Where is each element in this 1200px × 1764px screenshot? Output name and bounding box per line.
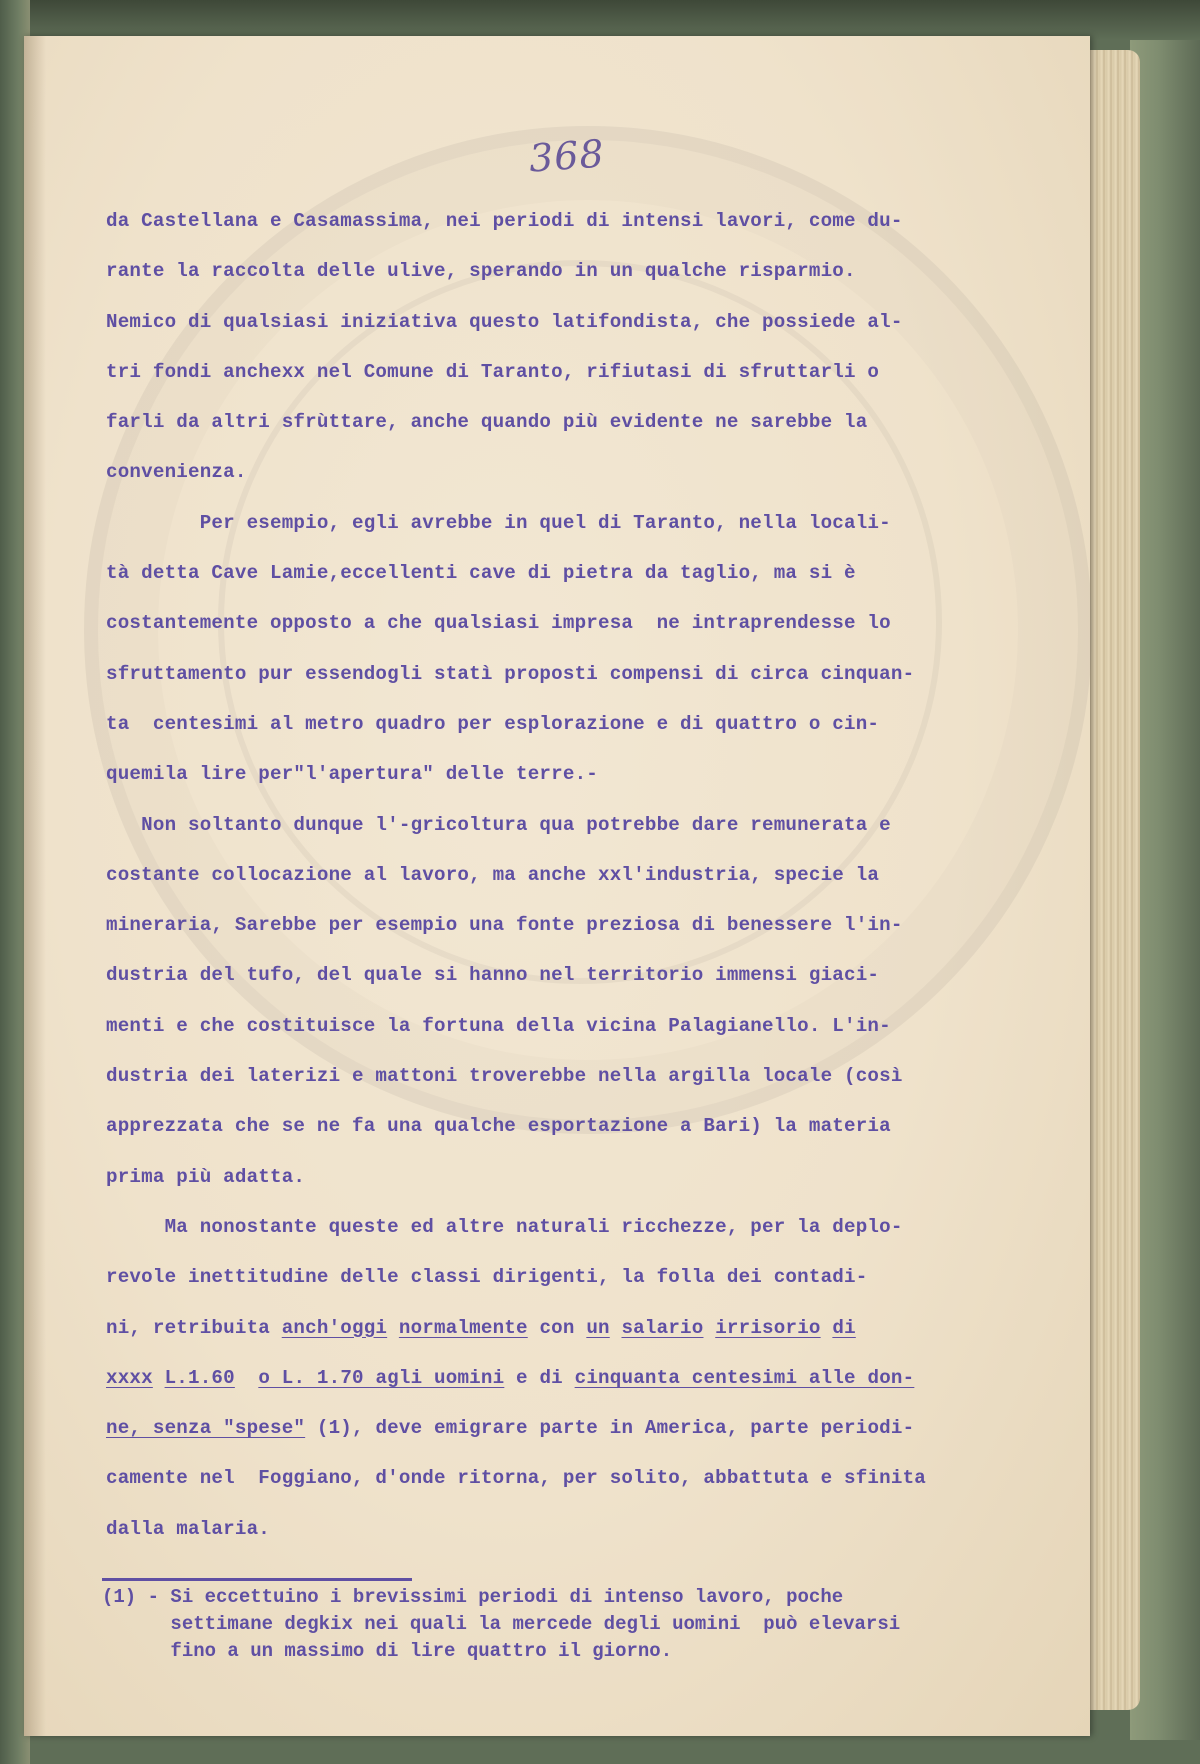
underlined-text: xxxx <box>106 1366 153 1389</box>
text-segment: farli da altri sfrùttare, anche quando più evidente ne sarebbe la <box>106 411 868 434</box>
text-line <box>106 246 1066 296</box>
text-segment: Per esempio, egli avrebbe in quel di Taranto, nella locali- <box>106 511 891 534</box>
text-line <box>106 196 1066 246</box>
handwritten-folio-number: 368 <box>527 131 606 181</box>
footnote-line: fino a un massimo di lire quattro il giorno. <box>102 1640 673 1662</box>
text-segment: costantemente opposto a che qualsiasi impresa ne intraprendesse lo <box>106 612 891 635</box>
underlined-text: cinquanta centesimi alle don- <box>574 1366 915 1389</box>
text-line <box>106 548 1066 598</box>
text-segment: dalla malaria. <box>106 1517 271 1540</box>
book-cover-top <box>0 0 1200 40</box>
text-segment: tri fondi anchexx nel Comune di Taranto, rifiutasi di sfruttarli o <box>106 360 880 383</box>
text-segment: menti e che costituisce la fortuna della vicina Palagianello. L'in- <box>106 1014 891 1037</box>
footnote-line: settimane degkix nei quali la mercede degli uomini può elevarsi <box>102 1613 901 1635</box>
text-line <box>106 1353 1066 1403</box>
text-segment: apprezzata che se ne fa una qualche esportazione a Bari) la materia <box>106 1115 891 1138</box>
text-segment: mineraria, Sarebbe per esempio una fonte preziosa di benessere l'in- <box>106 914 903 937</box>
text-line <box>106 950 1066 1000</box>
text-line <box>106 649 1066 699</box>
text-line <box>106 1001 1066 1051</box>
text-line <box>106 347 1066 397</box>
underlined-text: o L. 1.70 agli uomini <box>258 1366 505 1389</box>
text-segment: costante collocazione al lavoro, ma anche xxl'industria, specie la <box>106 863 880 886</box>
text-segment <box>153 1367 165 1389</box>
underlined-text: un <box>586 1316 610 1339</box>
text-line <box>106 850 1066 900</box>
text-line <box>106 1504 1066 1554</box>
text-line <box>106 498 1066 548</box>
underlined-text: di <box>832 1316 856 1339</box>
text-segment: Ma nonostante queste ed altre naturali ricchezze, per la deplo- <box>106 1215 903 1238</box>
text-line <box>106 297 1066 347</box>
text-segment: prima più adatta. <box>106 1165 306 1188</box>
text-segment: camente nel Foggiano, d'onde ritorna, per solito, abbattuta e sfinita <box>106 1467 927 1490</box>
underlined-text: ne, senza "spese" <box>106 1417 306 1440</box>
text-segment: dustria dei laterizi e mattoni troverebbe nella argilla locale (così <box>106 1065 903 1088</box>
text-line <box>106 1303 1066 1353</box>
text-segment: quemila lire per"l'apertura" delle terre.- <box>106 763 599 786</box>
text-segment: sfruttamento pur essendogli statì proposti compensi di circa cinquan- <box>106 662 915 685</box>
text-line <box>106 800 1066 850</box>
text-segment <box>235 1367 258 1389</box>
text-segment <box>610 1317 622 1339</box>
text-segment: e di <box>504 1366 575 1389</box>
underlined-text: L.1.60 <box>164 1366 235 1389</box>
text-segment: convenienza. <box>106 461 247 484</box>
underlined-text: normalmente <box>398 1316 528 1339</box>
text-line <box>106 749 1066 799</box>
footnote <box>102 1584 1062 1665</box>
text-line <box>106 397 1066 447</box>
text-line <box>106 1403 1066 1453</box>
text-segment: rante la raccolta delle ulive, sperando in un qualche risparmio. <box>106 260 856 283</box>
text-segment: Nemico di qualsiasi iniziativa questo latifondista, che possiede al- <box>106 310 903 333</box>
underlined-text: salario <box>621 1316 704 1339</box>
text-segment <box>387 1317 399 1339</box>
text-line <box>106 1453 1066 1503</box>
text-segment <box>821 1317 833 1339</box>
text-line <box>106 598 1066 648</box>
text-line <box>106 1101 1066 1151</box>
text-line <box>106 1202 1066 1252</box>
text-segment: ni, retribuita <box>106 1316 282 1339</box>
text-segment: Non soltanto dunque l'-gricoltura qua potrebbe dare remunerata e <box>106 813 891 836</box>
text-segment: revole inettitudine delle classi dirigenti, la folla dei contadi- <box>106 1266 868 1289</box>
body-text <box>106 196 1066 1554</box>
text-segment: tà detta Cave Lamie,eccellenti cave di pietra da taglio, ma si è <box>106 562 856 585</box>
text-segment <box>703 1317 715 1339</box>
text-segment: da Castellana e Casamassima, nei periodi di intensi lavori, come du- <box>106 210 903 232</box>
book-cover-right <box>1130 40 1200 1740</box>
underlined-text: anch'oggi <box>281 1316 388 1339</box>
text-line <box>106 447 1066 497</box>
text-line <box>106 1051 1066 1101</box>
text-line <box>106 1152 1066 1202</box>
footnote-rule <box>102 1578 412 1581</box>
text-segment: (1), deve emigrare parte in America, parte periodi- <box>305 1417 915 1440</box>
text-line <box>106 900 1066 950</box>
text-segment: con <box>527 1316 587 1339</box>
page-edges <box>1085 50 1140 1710</box>
text-segment: ta centesimi al metro quadro per esplorazione e di quattro o cin- <box>106 712 880 735</box>
text-segment: dustria del tufo, del quale si hanno nel territorio immensi giaci- <box>106 964 880 987</box>
footnote-line: (1) - Si eccettuino i brevissimi periodi di intenso lavoro, poche <box>102 1586 844 1608</box>
text-line <box>106 1252 1066 1302</box>
text-line <box>106 699 1066 749</box>
underlined-text: irrisorio <box>715 1316 821 1339</box>
